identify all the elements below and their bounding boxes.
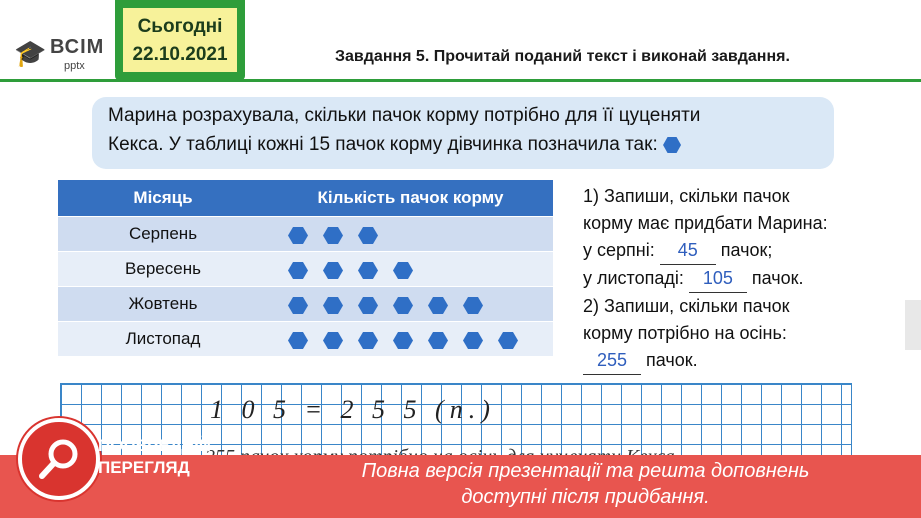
hexagon-icon <box>358 262 378 279</box>
hexagon-icon <box>498 332 518 349</box>
task-2-line-1: 2) Запиши, скільки пачок <box>583 296 790 316</box>
row-month: Вересень <box>125 259 201 278</box>
task-1-line-1: 1) Запиши, скільки пачок <box>583 186 790 206</box>
tasks-panel <box>583 183 903 375</box>
row-month: Листопад <box>125 329 201 348</box>
data-table <box>58 180 553 356</box>
graduation-cap-icon: 🎓 <box>14 38 47 68</box>
banner-line-1: Повна версія презентації та решта доповнень <box>361 460 810 482</box>
hexagon-icon <box>358 227 378 244</box>
hexagon-icon <box>323 332 343 349</box>
task-2-answer <box>583 347 903 375</box>
task-1-november <box>583 265 903 293</box>
task-1-august <box>583 237 903 265</box>
hexagon-icon <box>463 297 483 314</box>
hexagon-icon <box>358 297 378 314</box>
top-bar <box>0 0 921 80</box>
intro-line-2-text: Кекса. У таблиці кожні 15 пачок корму дівчинка позначила так: <box>108 134 658 155</box>
hexagon-icon <box>663 137 681 153</box>
hexagon-icon <box>323 297 343 314</box>
row-month: Серпень <box>128 224 198 243</box>
hexagon-icons <box>288 260 428 280</box>
hexagon-icon <box>393 332 413 349</box>
hexagon-icon <box>288 332 308 349</box>
august-unit: пачок; <box>715 240 773 260</box>
logo-sub: pptx <box>64 60 85 72</box>
preview-label-1: ПОПЕРЕДНІЙ <box>98 436 212 455</box>
hexagon-icon <box>358 332 378 349</box>
table-header <box>58 180 553 216</box>
hexagon-icon <box>323 262 343 279</box>
hexagon-icons <box>288 295 498 315</box>
magnifier-icon <box>18 418 100 500</box>
date-label: Сьогодні <box>137 16 223 37</box>
table-row <box>58 286 553 321</box>
side-scroll-handle[interactable] <box>905 300 921 350</box>
table-row <box>58 216 553 251</box>
november-label: у листопаді: <box>583 268 689 288</box>
divider <box>0 79 921 82</box>
november-unit: пачок. <box>746 268 804 288</box>
august-label: у серпні: <box>583 240 660 260</box>
banner-line-2: доступні після придбання. <box>461 486 710 508</box>
task-title: Завдання 5. Прочитай поданий текст і виконай завдання. <box>335 48 790 65</box>
table-row <box>58 321 553 356</box>
answer-november: 105 <box>689 265 747 293</box>
hexagon-icon <box>288 262 308 279</box>
date-value: 22.10.2021 <box>132 44 228 65</box>
hexagon-icon <box>288 227 308 244</box>
answer-august: 45 <box>660 237 716 265</box>
intro-line-1: Марина розрахувала, скільки пачок корму потрібно для її цуценяти <box>108 105 701 126</box>
logo-brand: ВСІМ <box>50 36 105 58</box>
table-row <box>58 251 553 286</box>
intro-line-2 <box>108 134 681 156</box>
intro-textbox <box>92 97 834 169</box>
task-1-line-2: корму має придбати Марина: <box>583 213 828 233</box>
preview-badge <box>0 402 212 518</box>
date-box <box>115 0 245 80</box>
hexagon-icon <box>393 262 413 279</box>
header-month: Місяць <box>133 188 193 207</box>
hexagon-icons <box>288 225 393 245</box>
task-2-line-2: корму потрібно на осінь: <box>583 323 787 343</box>
answer-autumn: 255 <box>583 347 641 375</box>
preview-label-2: ПЕРЕГЛЯД <box>98 458 190 477</box>
task-title-bar <box>255 34 921 82</box>
hexagon-icons <box>288 330 533 350</box>
calculation: 1 0 5 = 2 5 5 (п.) <box>210 395 496 424</box>
hexagon-icon <box>428 297 448 314</box>
row-month: Жовтень <box>128 294 198 313</box>
hexagon-icon <box>428 332 448 349</box>
hexagon-icon <box>288 297 308 314</box>
hexagon-icon <box>393 297 413 314</box>
hexagon-icon <box>463 332 483 349</box>
vsim-logo <box>8 30 105 74</box>
hexagon-icon <box>323 227 343 244</box>
autumn-unit: пачок. <box>641 350 698 370</box>
header-count: Кількість пачок корму <box>317 188 504 207</box>
